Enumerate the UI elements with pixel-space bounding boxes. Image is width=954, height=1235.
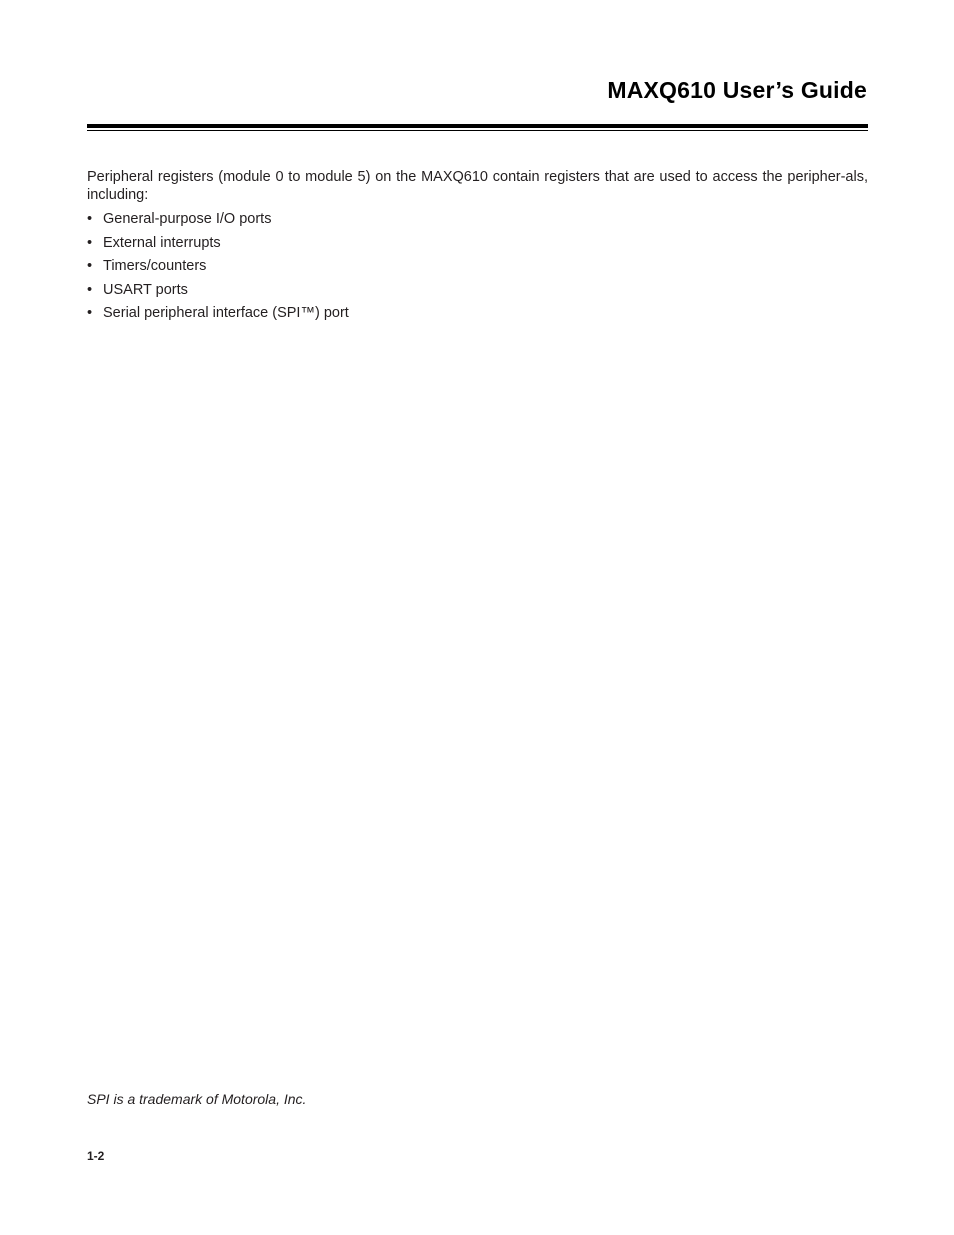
trademark-footnote: SPI is a trademark of Motorola, Inc. xyxy=(87,1091,307,1107)
header-rule-thin xyxy=(87,130,868,131)
list-item-text: External interrupts xyxy=(103,234,221,251)
list-item-text: Timers/counters xyxy=(103,258,207,274)
peripheral-list xyxy=(87,209,349,327)
bullet-icon: • xyxy=(87,234,93,251)
page-number: 1-2 xyxy=(87,1149,105,1163)
list-item xyxy=(87,303,349,327)
list-item xyxy=(87,256,349,280)
list-item xyxy=(87,280,349,304)
header-rule-thick xyxy=(87,124,868,128)
bullet-icon: • xyxy=(87,305,93,321)
list-item-text: Serial peripheral interface (SPI™) port xyxy=(103,305,349,321)
bullet-icon: • xyxy=(87,211,93,227)
page-title: MAXQ610 User’s Guide xyxy=(607,77,867,103)
list-item xyxy=(87,209,349,233)
list-item-text: General-purpose I/O ports xyxy=(103,211,272,227)
bullet-icon: • xyxy=(87,258,93,274)
bullet-icon: • xyxy=(87,281,93,298)
intro-paragraph: Peripheral registers (module 0 to module 5) on the MAXQ610 contain registers that are used to access the peripher-als, including: xyxy=(87,169,868,203)
list-item xyxy=(87,233,349,257)
list-item-text: USART ports xyxy=(103,281,188,298)
